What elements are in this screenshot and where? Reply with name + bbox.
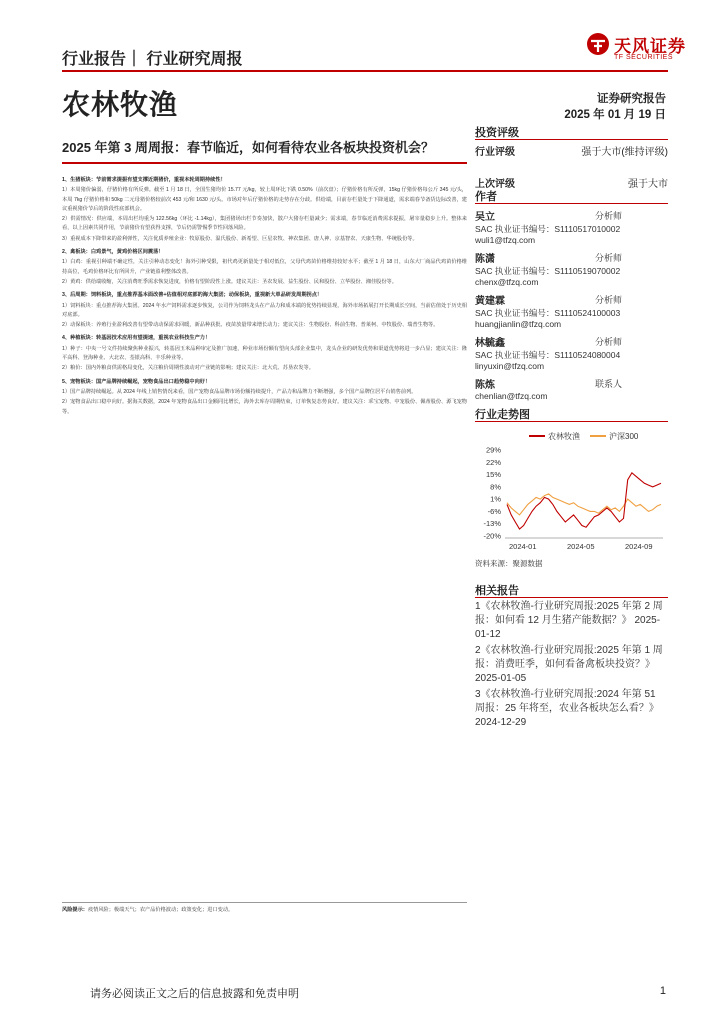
y-tick-label: -6% xyxy=(487,506,501,516)
headline-divider xyxy=(62,162,467,164)
related-report-link[interactable]: 1《农林牧渔-行业研究周报:2025 年第 2 周报：如何看 12 月生猪产能数据？》 2025-01-12 xyxy=(475,601,663,640)
paragraph: 2）宠物食品出口稳中向好。据海关数据，2024 年宠物食品出口金额同比增长，海外去库存周期结束，订单恢复态势良好。建议关注：乖宝宠物、中宠股份、佩蒂股份、源飞宠物等。 xyxy=(62,399,467,415)
company-logo xyxy=(586,28,686,68)
paragraph: 2）供需情况：供应端，本周出栏均重为 122.56kg（环比 -1.14kg），集团猪场出栏节奏加快，散户大猪存栏量减少；需求端，春节临近消费需求提振，屠宰量稳步上升。整体来看，以上因素共同作用，节前猪价有望获得支撑，节后仍需警惕季节性回落风险。 xyxy=(62,216,467,232)
x-axis-ticks xyxy=(509,542,653,551)
related-heading: 相关报告 xyxy=(475,585,519,597)
x-tick-label: 2024-05 xyxy=(567,542,595,551)
industry-title: 农林牧渔 xyxy=(62,89,179,120)
chart-source: 资料来源：聚源数据 xyxy=(475,559,543,568)
trend-heading: 行业走势图 xyxy=(475,409,530,421)
y-tick-label: 22% xyxy=(485,457,501,467)
section-heading: 3、后周期：饲料板块，重点推荐基本面改善+估值相对底部的海大集团；动保板块，重视新大单品研发周期拐点！ xyxy=(62,292,323,299)
paragraph: 2）黄鸡：供给端收缩，关注消费旺季需求恢复进度，价格有望阶段性上涨。建议关注：圣农发展、益生股份、民和股份、立华股份、湘佳股份等。 xyxy=(62,278,397,285)
legend-label-1: 沪深300 xyxy=(609,432,639,441)
analyst-license: SAC 执业证书编号：S1110524100003 xyxy=(475,308,621,318)
x-tick-label: 2024-09 xyxy=(625,542,653,551)
analyst-role: 联系人 xyxy=(595,379,623,389)
report-type: 行业报告｜ 行业研究周报 xyxy=(62,51,243,68)
related-divider xyxy=(475,597,668,598)
analyst-role: 分析师 xyxy=(595,253,623,263)
report-kind: 证券研究报告 xyxy=(597,93,666,105)
related-report-link[interactable]: 3《农林牧渔-行业研究周报:2024 年第 51 周报：25 年将至，农业各板块怎么看？》 2024-12-29 xyxy=(475,689,659,728)
legend-label-0: 农林牧渔 xyxy=(548,432,580,441)
analyst-card xyxy=(475,292,668,329)
rating-key: 上次评级 xyxy=(475,179,515,190)
logo-text-en: TF SECURITIES xyxy=(614,54,674,61)
analyst-name: 吴立 xyxy=(475,212,495,223)
rating-row-industry xyxy=(475,143,668,159)
series-line-csi300 xyxy=(507,494,661,515)
paragraph: 2）动保板块：养殖行业盈利改善有望带动动保需求回暖，新品种获批、疫苗放量带来增长动力；建议关注：生物股份、科前生物、普莱柯、中牧股份、瑞普生物等。 xyxy=(62,322,439,329)
analyst-license: SAC 执业证书编号：S1110524080004 xyxy=(475,350,621,360)
report-summary xyxy=(62,172,467,418)
footer-disclaimer: 请务必阅读正文之后的信息披露和免责申明 xyxy=(90,988,299,1000)
section-heading: 2、禽板块：白鸡景气，黄鸡价格区间震荡！ xyxy=(62,249,164,256)
series-line-agri xyxy=(507,473,661,529)
analyst-name: 黄建霖 xyxy=(475,296,505,307)
industry-trend-chart xyxy=(475,420,668,560)
analyst-role: 分析师 xyxy=(595,211,623,221)
x-tick-label: 2024-01 xyxy=(509,542,537,551)
risk-text: 疫情风险；极端天气；农产品价格波动；政策变化；进口变动。 xyxy=(87,907,234,913)
rating-value: 强于大市(维持评级) xyxy=(581,147,668,158)
analyst-card xyxy=(475,376,668,401)
risk-divider xyxy=(62,902,467,903)
authors-heading: 作者 xyxy=(475,191,497,203)
analyst-email[interactable]: wuli1@tfzq.com xyxy=(475,235,536,245)
analyst-role: 分析师 xyxy=(595,337,623,347)
analyst-name: 陈炼 xyxy=(475,380,495,391)
analyst-email[interactable]: linyuxin@tfzq.com xyxy=(475,361,545,371)
paragraph: 1）国产品牌持续崛起。从 2024 年线上销售情况来看，国产宠物食品品牌市场份额持续提升，产品力和品牌力不断增强，多个国产品牌位居平台销售前列。 xyxy=(62,388,417,395)
analyst-card xyxy=(475,208,668,245)
analyst-email[interactable]: chenx@tfzq.com xyxy=(475,277,539,287)
rating-value: 强于大市 xyxy=(628,179,668,190)
rating-key: 行业评级 xyxy=(475,147,515,158)
section-pet xyxy=(62,378,467,417)
chart-legend xyxy=(529,431,639,441)
related-reports xyxy=(475,600,668,732)
risk-warning xyxy=(62,906,467,913)
paragraph: 1）种子：中央一号文件持续聚焦种业振兴，转基因玉米品种审定及推广加速，种业市场份额有望向头部企业集中，龙头企业的研发优势和渠道优势将进一步凸显；建议关注：隆平高科、登海种业、大北农、荃银高科、丰乐种业等。 xyxy=(62,345,467,362)
logo-text-cn: 天风证券 xyxy=(614,37,686,56)
analyst-license: SAC 执业证书编号：S1110517010002 xyxy=(475,224,621,234)
report-headline: 2025 年第 3 周周报：春节临近，如何看待农业各板块投资机会？ xyxy=(62,140,434,155)
analyst-email[interactable]: chenlian@tfzq.com xyxy=(475,391,548,401)
section-planting xyxy=(62,334,467,373)
risk-label: 风险提示： xyxy=(62,907,88,913)
section-poultry xyxy=(62,248,467,287)
section-heading: 5、宠物板块：国产品牌持续崛起，宠物食品出口趋势稳中向好！ xyxy=(62,378,211,385)
analyst-name: 陈潇 xyxy=(475,254,495,265)
y-tick-label: -13% xyxy=(483,519,501,529)
top-divider xyxy=(62,70,668,72)
page-number: 1 xyxy=(659,985,666,997)
analyst-email[interactable]: huangjianlin@tfzq.com xyxy=(475,319,562,329)
y-tick-label: -20% xyxy=(483,531,501,541)
report-date: 2025 年 01 月 19 日 xyxy=(564,109,666,121)
paragraph: 1）本周猪价偏弱，仔猪价格有所反弹。截至 1 月 18 日，全国生猪均价 15.77 元/kg，较上周环比下跌 0.50%（前次盘）；仔猪价格有所反弹，15kg 仔猪价格每公斤 345 元/头，本周 7kg 仔猪价格和 50kg 二元母猪价格较前次 453 元/和 1630 元/头。市场对年后仔猪价格的走势存在分歧。供给端，目前存栏量处于下降通道，需求端春节备货边际改善，建议重视猪价节后的阶段性底部机会。 xyxy=(62,187,467,212)
y-tick-label: 29% xyxy=(485,445,501,455)
section-heading: 1、生猪板块：节前需求提振有望支撑近期猪价，重视本轮周期持续性！ xyxy=(62,177,226,183)
section-heading: 4、种植板块：转基因技术应用有望提速，重视农业科技生产力！ xyxy=(62,335,211,342)
tf-logo-icon xyxy=(586,32,610,56)
paragraph: 1）饲料板块：重点推荐海大集团。2024 年水产饲料需求逐步恢复，公司作为饲料龙头在产品力和成本端的优势持续显现，海外市场拓展打开长期成长空间，当前估值处于历史相对底部。 xyxy=(62,302,467,318)
analyst-card xyxy=(475,250,668,287)
analyst-name: 林毓鑫 xyxy=(475,338,505,349)
y-axis-ticks xyxy=(483,446,501,541)
analyst-card xyxy=(475,334,668,371)
paragraph: 1）白鸡：重视引种端不确定性，关注引种动态变化！海外引种受限，祖代鸡更新量处于相对低位，父母代鸡苗价格维持较好水平；截至 1 月 18 日，山东大厂商品代鸡苗价格维持高位，毛鸡价格环比有所回升，产业链盈利整体改善。 xyxy=(62,259,467,275)
rating-divider xyxy=(475,139,668,140)
related-report-link[interactable]: 2《农林牧渔-行业研究周报:2025 年第 1 周报：消费旺季，如何看备禽板块投资？》 2025-01-05 xyxy=(475,645,663,684)
section-post-cycle xyxy=(62,291,467,330)
y-tick-label: 1% xyxy=(490,494,501,504)
paragraph: 3）重视成本下降带来的盈利弹性，关注优质养殖企业：牧原股份、温氏股份、新希望、巨星农牧、神农集团、唐人神、京基智农、天康生物、华统股份等。 xyxy=(62,235,418,242)
section-hog xyxy=(62,176,467,244)
authors-divider xyxy=(475,203,668,204)
paragraph: 2）粮价：国内外粮食供需格局变化，关注粮价周期性波动对产业链的影响；建议关注：北大荒、苏垦农发等。 xyxy=(62,365,314,372)
y-tick-label: 15% xyxy=(485,470,501,480)
analyst-role: 分析师 xyxy=(595,295,623,305)
analyst-license: SAC 执业证书编号：S1110519070002 xyxy=(475,266,621,276)
y-tick-label: 8% xyxy=(490,482,501,492)
rating-heading: 投资评级 xyxy=(475,127,519,139)
